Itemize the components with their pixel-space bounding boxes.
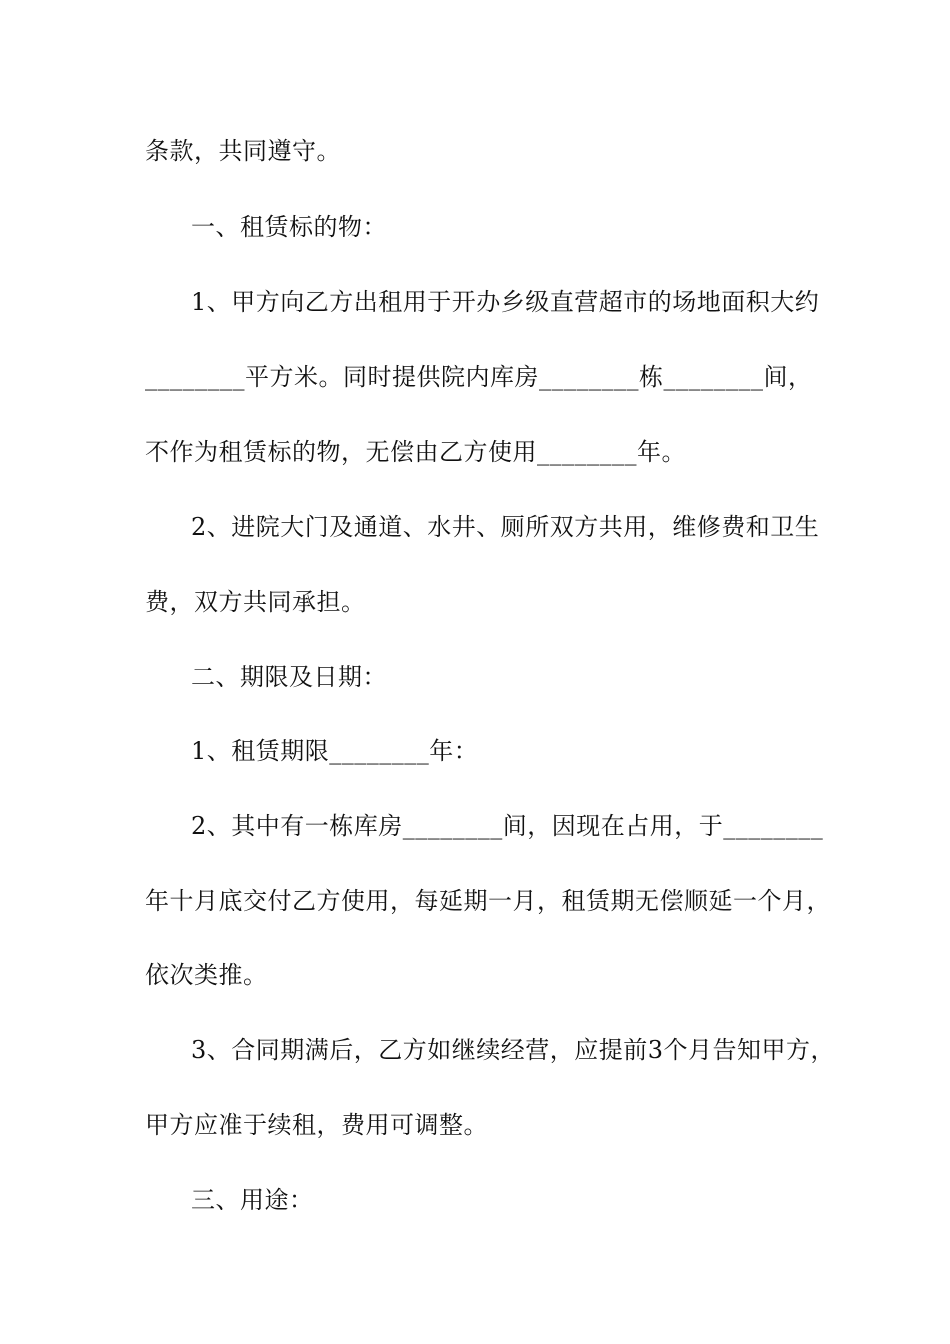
text-line: 3、合同期满后，乙方如继续经营，应提前3个月告知甲方， (191, 1036, 836, 1064)
text-line: 2、其中有一栋库房________间，因现在占用，于________ (191, 812, 824, 840)
section-heading: 一、租赁标的物： (191, 213, 387, 241)
text-line: 年十月底交付乙方使用，每延期一月，租赁期无偿顺延一个月， (145, 887, 831, 915)
text-line: 1、甲方向乙方出租用于开办乡级直营超市的场地面积大约 (191, 288, 820, 316)
section-heading: 三、用途： (191, 1186, 314, 1214)
text-line: 1、租赁期限________年： (191, 737, 479, 765)
text-line: 条款，共同遵守。 (145, 137, 341, 165)
section-heading: 二、期限及日期： (191, 663, 387, 691)
text-line: 甲方应准于续租，费用可调整。 (145, 1111, 488, 1139)
text-line: ________平方米。同时提供院内库房________栋________间， (145, 363, 813, 391)
text-line: 不作为租赁标的物，无偿由乙方使用________年。 (145, 438, 686, 466)
text-line: 费，双方共同承担。 (145, 588, 366, 616)
text-line: 依次类推。 (145, 961, 268, 989)
text-line: 2、进院大门及通道、水井、厕所双方共用，维修费和卫生 (191, 513, 820, 541)
